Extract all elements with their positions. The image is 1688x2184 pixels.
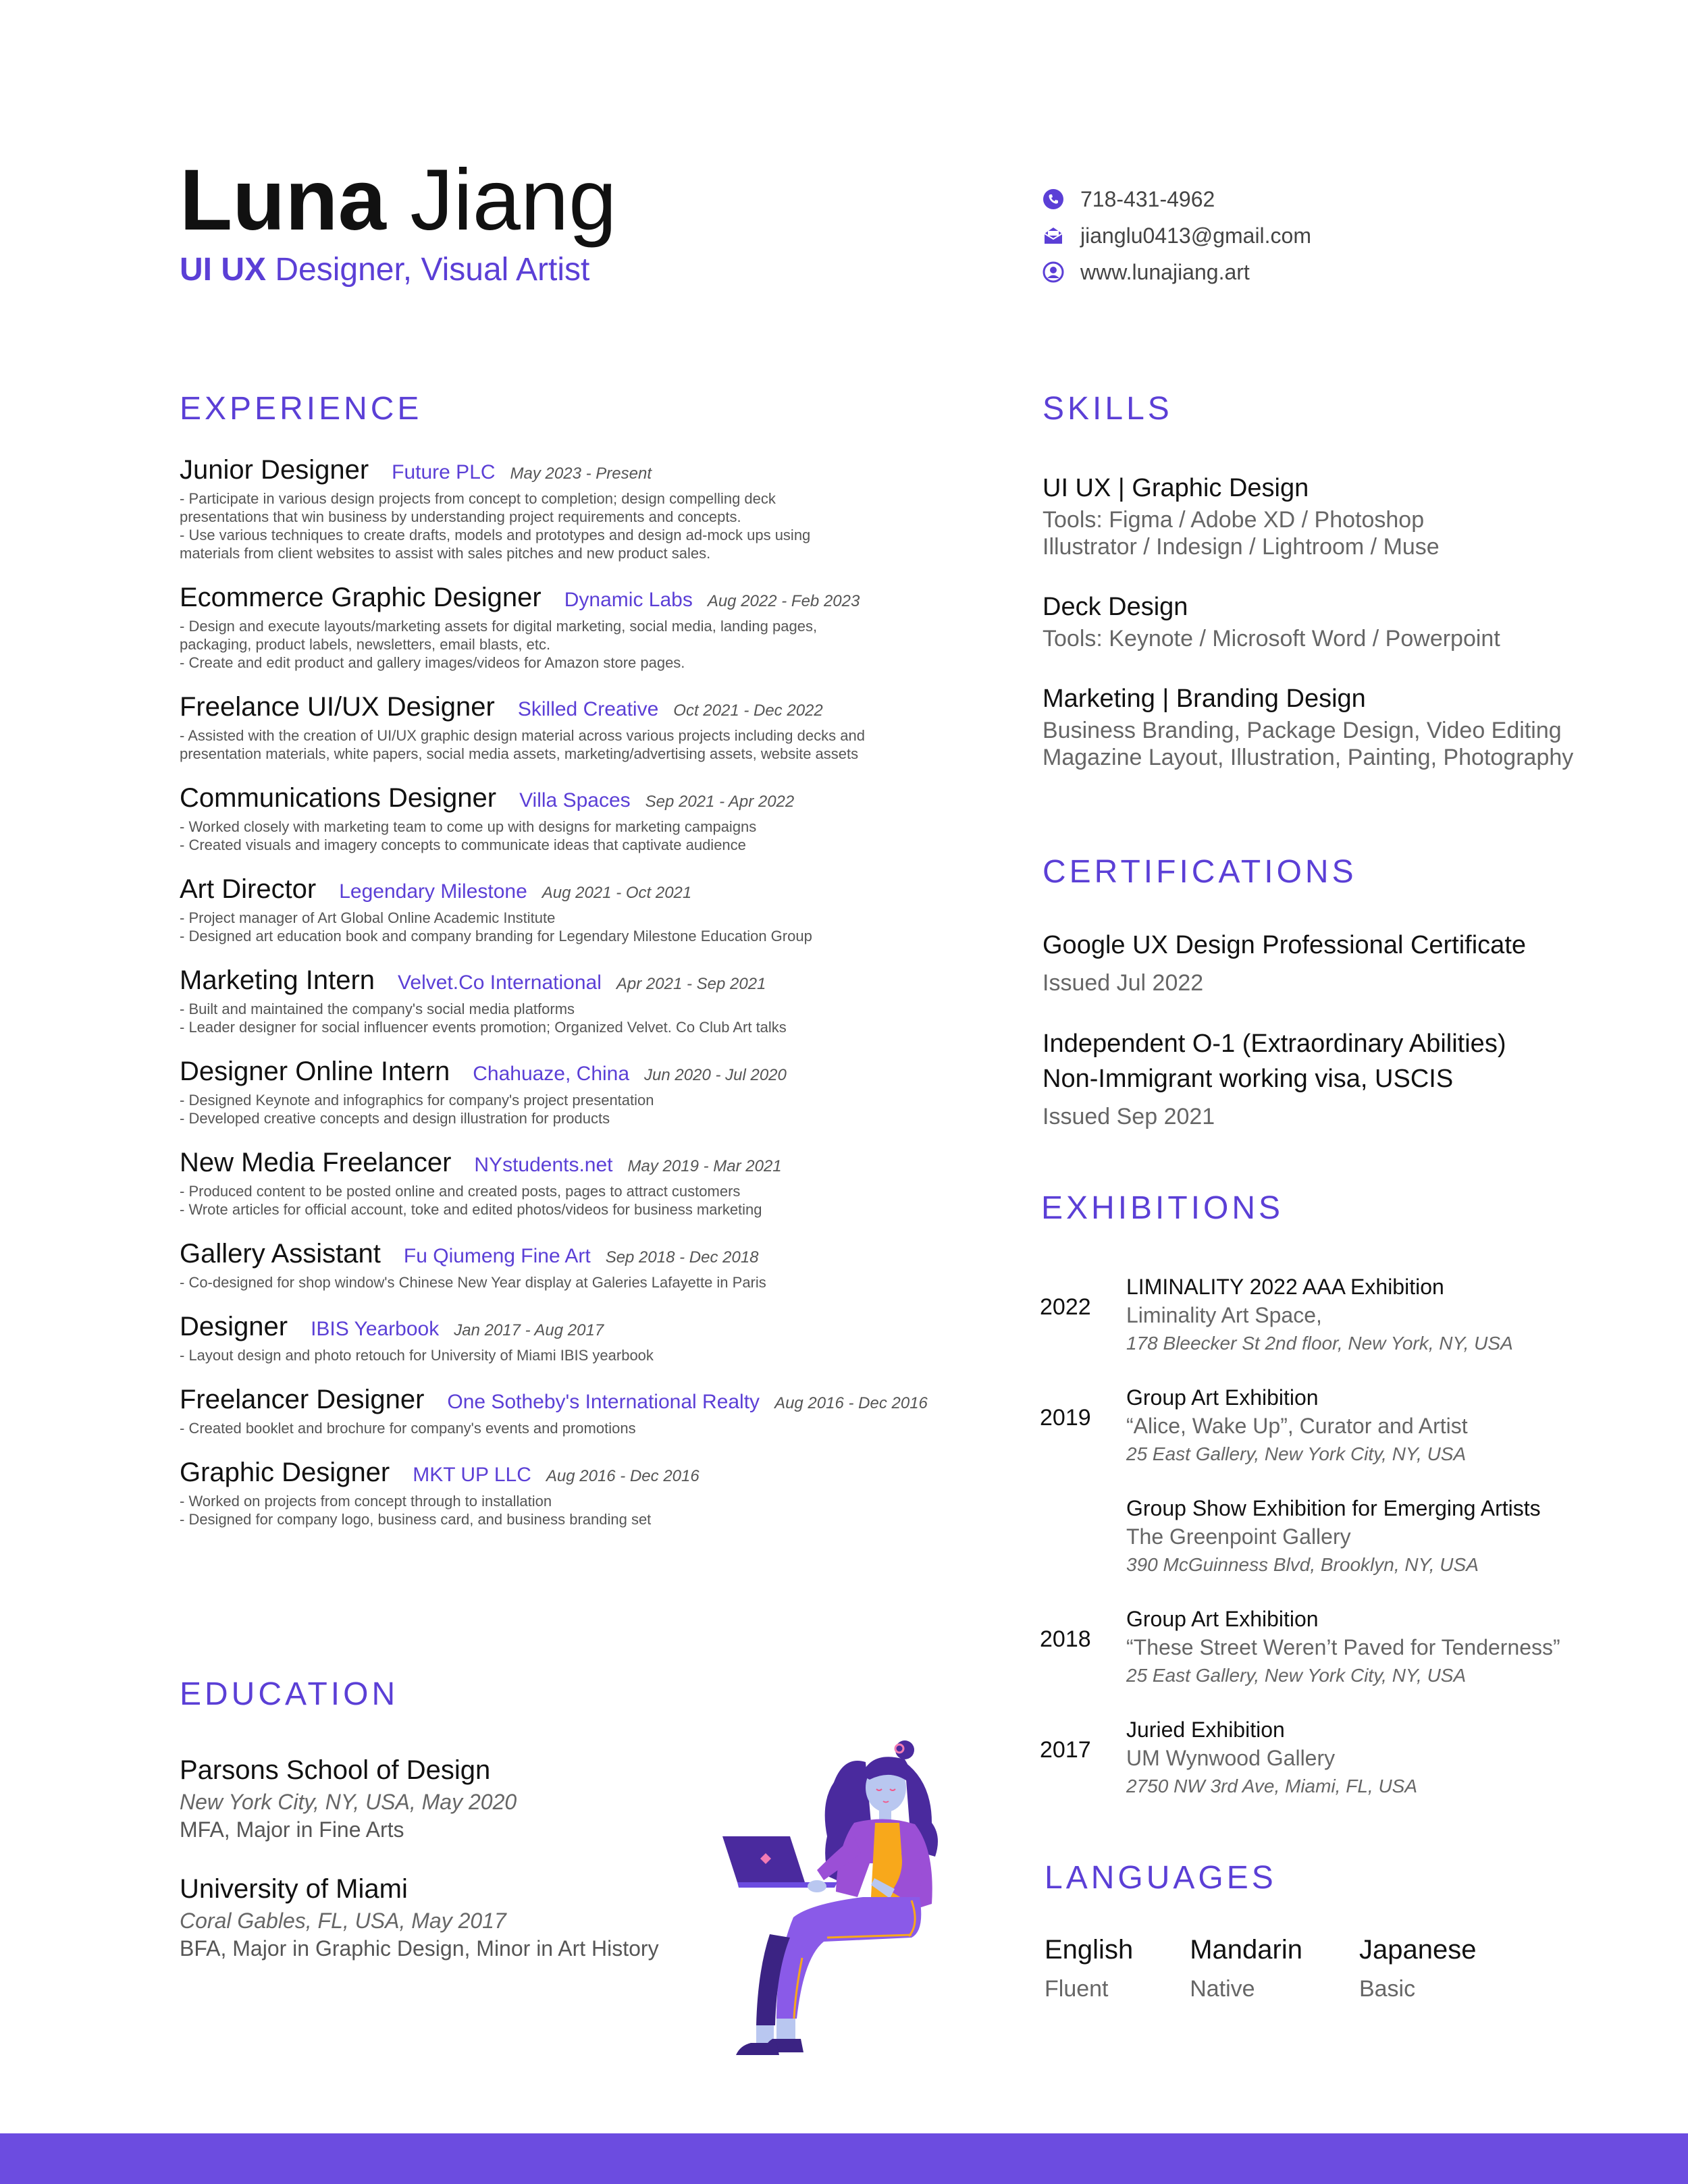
exhibition-details [1126,1494,1541,1579]
job-description: - Participate in various design projects from concept to completion; design compelling deck presentations that win business by understanding project requirements and concepts. - Use various techniques to create drafts, models and prototypes and design ad-mock ups using materials from client websites to assist with sales pitches and new product sales. [180,490,811,562]
certifications-list [1043,928,1637,1160]
education-heading: EDUCATION [180,1676,399,1712]
exhibition-entry [1040,1494,1634,1605]
job-title: Designer [180,1312,288,1341]
job-dates: May 2023 - Present [510,464,652,483]
first-name: Luna [180,152,386,248]
exhibitions-heading: EXHIBITIONS [1041,1190,1284,1226]
exhibition-title: LIMINALITY 2022 AAA Exhibition [1126,1275,1444,1299]
job-description: - Designed Keynote and infographics for company's project presentation - Developed creative concepts and design illustration for products [180,1092,654,1127]
job-description: - Co-designed for shop window's Chinese New Year display at Galeries Lafayette in Paris [180,1274,766,1291]
job-dates: Aug 2016 - Dec 2016 [774,1394,928,1412]
job-title: Gallery Assistant [180,1239,381,1269]
footer-bar [0,2133,1688,2184]
exhibition-year: 2017 [1040,1737,1091,1763]
languages-heading: LANGUAGES [1045,1860,1277,1896]
job-dates: Aug 2016 - Dec 2016 [546,1467,700,1485]
job-description: - Created booklet and brochure for company's events and promotions [180,1420,636,1437]
resume-name [180,150,616,251]
job-header [180,1148,976,1178]
job-title: New Media Freelancer [180,1148,452,1177]
job-description: - Layout design and photo retouch for University of Miami IBIS yearbook [180,1347,654,1364]
skill-detail: Magazine Layout, Illustration, Painting, Photography [1043,745,1574,770]
job-entry [180,1312,976,1364]
exhibition-venue: UM Wynwood Gallery [1126,1746,1336,1770]
skill-detail: Illustrator / Indesign / Lightroom / Muse [1043,534,1440,560]
contact-email[interactable] [1043,217,1311,254]
education-entry [180,1753,720,1843]
skill-detail: Business Branding, Package Design, Video Editing [1043,718,1562,743]
language-name: Japanese [1359,1935,1477,1965]
exhibition-year: 2019 [1040,1405,1091,1431]
skill-name: UI UX | Graphic Design [1043,474,1309,502]
job-description: - Design and execute layouts/marketing assets for digital marketing, social media, landing pages, packaging, product labels, newsletters, email blasts, etc. - Create and edit product and gallery images/videos for Amazon store pages. [180,618,818,671]
job-company: Fu Qiumeng Fine Art [403,1245,591,1267]
contact-website[interactable] [1043,254,1311,290]
user-circle-icon [1043,261,1064,283]
exhibition-title: Group Art Exhibition [1126,1607,1319,1631]
job-dates: Jun 2020 - Jul 2020 [644,1066,787,1084]
exhibition-title: Group Art Exhibition [1126,1385,1319,1410]
job-header [180,1385,976,1415]
certification-name: Independent O-1 (Extraordinary Abilities) Non-Immigrant working visa, USCIS [1043,1030,1506,1093]
certification-issued: Issued Sep 2021 [1043,1104,1215,1129]
job-dates: May 2019 - Mar 2021 [627,1157,782,1175]
job-dates: Oct 2021 - Dec 2022 [673,701,823,720]
job-entry [180,1148,976,1219]
skill-detail: Tools: Keynote / Microsoft Word / Powerpoint [1043,626,1500,651]
exhibition-address: 25 East Gallery, New York City, NY, USA [1126,1443,1467,1464]
exhibition-entry [1040,1383,1634,1494]
job-dates: Sep 2018 - Dec 2018 [605,1248,759,1267]
job-title: Freelancer Designer [180,1385,425,1414]
job-company: MKT UP LLC [413,1464,531,1486]
job-header [180,692,976,722]
job-header [180,1458,976,1488]
job-entry [180,455,976,562]
degree: MFA, Major in Fine Arts [180,1817,404,1842]
exhibition-address: 25 East Gallery, New York City, NY, USA [1126,1665,1467,1686]
job-entry [180,874,976,945]
education-list [180,1753,720,1990]
job-title: Junior Designer [180,455,369,485]
exhibition-details [1126,1273,1513,1358]
job-entry [180,1458,976,1528]
exhibition-address: 2750 NW 3rd Ave, Miami, FL, USA [1126,1776,1418,1796]
last-name: Jiang [410,152,617,248]
job-company: Skilled Creative [517,698,659,720]
certifications-heading: CERTIFICATIONS [1043,854,1357,890]
job-dates: Aug 2022 - Feb 2023 [707,592,860,610]
job-entry [180,583,976,672]
job-header [180,965,976,996]
exhibition-entry [1040,1605,1634,1715]
job-entry [180,783,976,854]
exhibition-details [1126,1383,1468,1468]
certification-entry [1043,1026,1637,1134]
education-entry [180,1871,720,1962]
skill-entry [1043,681,1623,771]
exhibition-year: 2022 [1040,1294,1091,1320]
language-level: Basic [1359,1976,1416,2002]
experience-list [180,455,976,1549]
exhibition-details [1126,1715,1417,1801]
language-entry [1190,1931,1302,2009]
experience-heading: EXPERIENCE [180,391,423,427]
skill-name: Deck Design [1043,593,1188,621]
job-header [180,1312,976,1342]
contact-info [1043,181,1311,290]
language-name: Mandarin [1190,1935,1302,1965]
skill-name: Marketing | Branding Design [1043,685,1366,713]
job-company: NYstudents.net [474,1154,613,1176]
exhibition-title: Juried Exhibition [1126,1717,1285,1742]
job-title: Art Director [180,874,317,904]
job-subtitle [180,251,589,288]
languages-list [1045,1931,1533,2009]
exhibition-venue: Liminality Art Space, [1126,1303,1322,1327]
degree: BFA, Major in Graphic Design, Minor in Art History [180,1936,659,1961]
job-description: - Built and maintained the company's social media platforms - Leader designer for social influencer events promotion; Organized Velvet. Co Club Art talks [180,1001,787,1036]
job-company: Chahuaze, China [473,1063,630,1085]
language-level: Fluent [1045,1976,1109,2002]
school-name: University of Miami [180,1874,408,1904]
exhibition-venue: “These Street Weren’t Paved for Tenderness” [1126,1635,1560,1659]
exhibition-title: Group Show Exhibition for Emerging Artists [1126,1496,1541,1520]
job-entry [180,1239,976,1291]
website-text: www.lunajiang.art [1080,259,1250,284]
job-entry [180,965,976,1036]
email-text: jianglu0413@gmail.com [1080,223,1311,248]
school-location-date: New York City, NY, USA, May 2020 [180,1790,517,1814]
contact-phone[interactable] [1043,181,1311,217]
exhibition-entry [1040,1273,1634,1383]
exhibition-details [1126,1605,1560,1690]
language-level: Native [1190,1976,1255,2002]
job-company: IBIS Yearbook [311,1318,440,1340]
job-header [180,783,976,814]
job-company: Dynamic Labs [564,589,693,611]
job-entry [180,1385,976,1437]
exhibition-venue: “Alice, Wake Up”, Curator and Artist [1126,1414,1468,1438]
job-title: Ecommerce Graphic Designer [180,583,542,612]
school-name: Parsons School of Design [180,1755,491,1785]
job-dates: Sep 2021 - Apr 2022 [645,793,795,811]
email-icon [1043,225,1064,246]
job-company: Legendary Milestone [339,880,527,903]
job-header [180,1239,976,1269]
job-company: One Sotheby's International Realty [447,1391,760,1413]
job-dates: Apr 2021 - Sep 2021 [616,975,766,993]
job-company: Villa Spaces [519,789,631,811]
job-entry [180,1057,976,1127]
job-title: Freelance UI/UX Designer [180,692,495,722]
subtitle-rest: Designer, Visual Artist [275,252,590,288]
exhibition-year: 2018 [1040,1626,1091,1652]
skill-entry [1043,470,1623,560]
skill-entry [1043,589,1623,652]
job-header [180,874,976,905]
job-description: - Produced content to be posted online and created posts, pages to attract customers - Wrote articles for official account, toke and edited photos/videos for business marketing [180,1183,762,1218]
job-header [180,583,976,613]
language-entry [1045,1931,1133,2009]
job-entry [180,692,976,763]
job-description: - Worked closely with marketing team to come up with designs for marketing campaigns - Created visuals and imagery concepts to communicate ideas that captivate audience [180,818,757,853]
certification-entry [1043,928,1637,1001]
language-name: English [1045,1935,1134,1965]
school-location-date: Coral Gables, FL, USA, May 2017 [180,1909,506,1933]
phone-text: 718-431-4962 [1080,186,1215,211]
job-dates: Aug 2021 - Oct 2021 [542,884,692,902]
job-title: Designer Online Intern [180,1057,450,1086]
job-title: Communications Designer [180,783,497,813]
exhibition-entry [1040,1715,1634,1826]
exhibition-address: 390 McGuinness Blvd, Brooklyn, NY, USA [1126,1554,1479,1575]
skills-list [1043,470,1623,799]
job-dates: Jan 2017 - Aug 2017 [454,1321,604,1339]
skills-heading: SKILLS [1043,391,1173,427]
job-title: Graphic Designer [180,1458,390,1487]
certification-name: Google UX Design Professional Certificate [1043,931,1527,959]
subtitle-bold: UI UX [180,252,267,288]
job-description: - Project manager of Art Global Online Academic Institute - Designed art education book and company branding for Legendary Milestone Education Group [180,909,812,944]
exhibitions-list [1040,1273,1634,1826]
phone-icon [1043,188,1064,210]
job-header [180,455,976,485]
exhibition-address: 178 Bleecker St 2nd floor, New York, NY, USA [1126,1333,1513,1354]
job-company: Velvet.Co International [398,971,602,994]
woman-with-laptop-illustration [709,1735,993,2140]
job-header [180,1057,976,1087]
job-description: - Assisted with the creation of UI/UX graphic design material across various projects including decks and presentation materials, white papers, social media assets, marketing/advertising assets, website assets [180,727,865,762]
job-company: Future PLC [392,461,496,483]
exhibition-venue: The Greenpoint Gallery [1126,1524,1351,1549]
skill-detail: Tools: Figma / Adobe XD / Photoshop [1043,507,1425,533]
language-entry [1359,1931,1476,2009]
certification-issued: Issued Jul 2022 [1043,970,1204,996]
job-description: - Worked on projects from concept through to installation - Designed for company logo, business card, and business branding set [180,1493,652,1528]
job-title: Marketing Intern [180,965,375,995]
